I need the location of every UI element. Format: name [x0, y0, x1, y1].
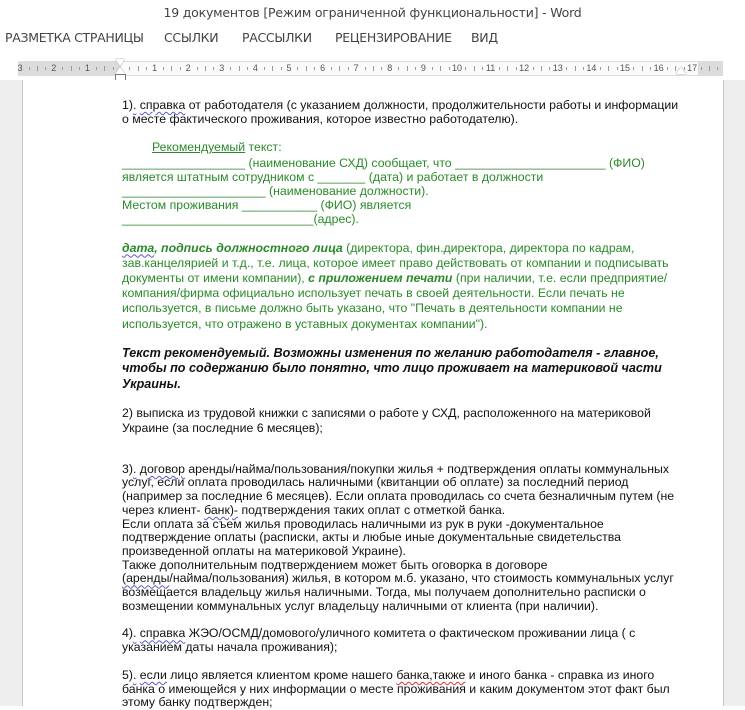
- item-1: 1). справка от работодателя (с указанием должности, продолжительности работы и информации о месте фактического проживания, которое известно работодателю).: [122, 98, 679, 127]
- item-5: 5). если лицо является клиентом кроме нашего банка,также и иного банка - справка из иного банка о имеющейся у них информации о месте проживания и каким документом этот факт был этому банку подтвержден;: [122, 667, 670, 710]
- recommendation-note: Текст рекомендуемый. Возможны изменения по желанию работодателя - главное, чтобы по содержанию было понятно, что лицо проживает на материковой части Украины.: [122, 345, 662, 391]
- ruler-tick: [533, 67, 534, 70]
- ruler-tick: [79, 67, 80, 70]
- ruler-tick: [163, 67, 164, 70]
- ruler-tick: [45, 67, 46, 70]
- ruler-tick: [171, 66, 172, 71]
- ruler-tick: [197, 67, 198, 70]
- ruler-number: 13: [552, 63, 563, 73]
- ruler-tick: [230, 67, 231, 70]
- ruler-tick: [650, 67, 651, 70]
- ruler-number: 11: [485, 63, 496, 73]
- item-2: 2) выписка из трудовой книжки с записями о работе у СХД, расположенного на материковой Украине (за последние 6 месяцев);: [122, 406, 651, 435]
- item-4: 4). справка ЖЭО/ОСМД/домового/уличного комитета о фактическом проживании лица ( с указанием даты начала проживания);: [122, 626, 636, 655]
- item-3-additional-paragraph: Также дополнительным подтверждением может быть оговорка в договоре (аренды/найма/пользования) жилья, в котором м.б. указано, что стоимость коммунальных услуг возмещается владельцу жилья наличными. Тогда, мы получаем дополнительно расписки о возмещении коммунальных услуг владельцу наличными от клиента (при наличии).: [122, 557, 674, 613]
- spell-flag-word[interactable]: справка: [139, 626, 186, 641]
- ruler-tick: [600, 67, 601, 70]
- ruler-tick: [348, 67, 349, 70]
- ruler-tick: [398, 67, 399, 70]
- ruler-tick: [541, 66, 542, 71]
- tab-references[interactable]: ССЫЛКИ: [164, 30, 219, 45]
- ruler-tick: [642, 66, 643, 71]
- ruler-tick: [96, 67, 97, 70]
- ruler-left-margin: [18, 62, 121, 75]
- ruler-number: 17: [687, 63, 698, 73]
- ruler-tick: [381, 67, 382, 70]
- ruler-tick: [549, 67, 550, 70]
- ruler-tick: [701, 67, 702, 70]
- signature-paragraph: дата, подпись должностного лица (директора, фин.директора, директора по кадрам, зав.канцелярией и т.д., т.е. лица, которое имеет право действовать от компании и подписывать документы от имени компании), с приложением печати (при наличии, т.е. если предприятие/компания/фирма официально использует печать в своей деятельности. Если печать не используется, в письме должно быть указано, что "Печать в деятельности компании не используется, что отражено в уставных документах компании").: [122, 240, 669, 331]
- document-body[interactable]: [122, 98, 682, 710]
- ruler-number: 2: [51, 63, 57, 73]
- ruler-tick: [331, 67, 332, 70]
- ruler-tick: [365, 67, 366, 70]
- spell-error-word[interactable]: банка,также: [396, 667, 466, 682]
- ruler-tick: [440, 66, 441, 71]
- ruler-number: 2: [185, 63, 191, 73]
- ruler-tick: [146, 67, 147, 70]
- spell-flag-word[interactable]: банк)-: [204, 502, 239, 517]
- ruler-number: 9: [420, 63, 426, 73]
- ruler-number: 12: [519, 63, 530, 73]
- spell-flag-word[interactable]: (аренды: [122, 571, 170, 586]
- ruler-tick: [29, 67, 30, 70]
- tab-review[interactable]: РЕЦЕНЗИРОВАНИЕ: [335, 30, 452, 45]
- ruler-tick: [608, 66, 609, 71]
- ruler-number: 16: [653, 63, 664, 73]
- ruler-tick: [213, 67, 214, 70]
- ruler-tick: [474, 66, 475, 71]
- ruler-number: 6: [320, 63, 326, 73]
- ruler-tick: [507, 66, 508, 71]
- ruler-tick: [104, 66, 105, 71]
- recommended-line-1: __________________ (наименование СХД) сообщает, что ______________________ (ФИО) является штатным сотрудником с _______ (дата) и работает в должности _____________________ (наименование должности).: [122, 155, 645, 199]
- ruler-tick: [516, 67, 517, 70]
- ruler-number: 3: [17, 63, 23, 73]
- ruler-number: 15: [619, 63, 631, 73]
- ruler-number: 5: [286, 63, 292, 73]
- ruler-tick: [499, 67, 500, 70]
- ruler-tick: [247, 67, 248, 70]
- ruler-right-margin: [698, 62, 723, 75]
- item-3-cash-paragraph: Если оплата за съем жилья проводилась наличными из рук в руки -документальное подтверждение оплаты (расписки, акты и любые иные документальные свидетельства произведенной оплаты на материковой Украине).: [122, 516, 621, 558]
- ruler-tick: [129, 67, 130, 70]
- ruler-tick: [306, 66, 307, 71]
- hanging-indent-marker[interactable]: [115, 67, 125, 74]
- ruler-tick: [709, 66, 710, 71]
- tab-page-layout[interactable]: РАЗМЕТКА СТРАНИЦЫ: [5, 30, 144, 45]
- ruler-tick: [113, 67, 114, 70]
- ruler-tick: [339, 66, 340, 71]
- ruler-tick: [180, 67, 181, 70]
- ruler-number: 1: [84, 63, 90, 73]
- recommended-text-block: Рекомендуемый текст: __________________ (наименование СХД) сообщает, что ______________________ (ФИО) является штатным сотрудником с _______ (дата) и работает в должности _____________________ (наименование должности). Местом проживания ___________ (ФИО) является ____________________________(адрес).: [122, 140, 682, 226]
- ruler-tick: [449, 67, 450, 70]
- spell-flag-word[interactable]: справка: [139, 98, 186, 112]
- ruler-tick: [415, 67, 416, 70]
- ruler-tick: [717, 67, 718, 70]
- ruler-tick: [239, 66, 240, 71]
- tab-mailings[interactable]: РАССЫЛКИ: [242, 30, 312, 45]
- item-3: 3). договор аренды/найма/пользования/покупки жилья + подтверждения оплаты коммунальных услуг, если оплата проводилась наличными (квитанции об оплате) за последний период (например за последние 6 месяцев). Если оплата проводилась со счета безналичным путем (не через клиент- банк)- подтверждения таких оплат с отметкой банка.: [122, 461, 675, 517]
- spell-flag-word[interactable]: договор: [139, 461, 185, 476]
- ruler-tick: [633, 67, 634, 70]
- recommended-line-3: ____________________________(адрес).: [122, 212, 359, 227]
- tab-view[interactable]: ВИД: [471, 30, 498, 45]
- ruler-tick: [281, 67, 282, 70]
- ruler-tick: [432, 67, 433, 70]
- ruler-tick: [314, 67, 315, 70]
- ruler-tick: [667, 67, 668, 70]
- recommended-label: Рекомендуемый: [152, 140, 246, 155]
- recommended-line-2: Местом проживания ___________ (ФИО) является: [122, 198, 412, 213]
- ruler-tick: [407, 66, 408, 71]
- ruler-tick: [62, 67, 63, 70]
- spell-flag-word[interactable]: если: [139, 667, 167, 682]
- ruler-tick: [272, 66, 273, 71]
- ruler-number: 3: [219, 63, 225, 73]
- left-canvas-margin: [0, 80, 22, 706]
- ruler-tick: [482, 67, 483, 70]
- ribbon-tabs: [0, 26, 745, 52]
- ruler-tick: [373, 66, 374, 71]
- ruler-tick: [264, 67, 265, 70]
- ruler-tick: [566, 67, 567, 70]
- ruler-number: 7: [353, 63, 359, 73]
- ruler-tick: [138, 66, 139, 71]
- right-canvas-margin: [723, 80, 745, 706]
- ruler-number: 8: [387, 63, 393, 73]
- first-line-indent-marker[interactable]: [115, 59, 125, 66]
- window-title: 19 документов [Режим ограниченной функциональности] - Word: [163, 5, 582, 20]
- ruler-number: 14: [586, 63, 597, 73]
- ruler-tick: [297, 67, 298, 70]
- ruler-tick: [465, 67, 466, 70]
- ruler-number: 10: [451, 63, 463, 73]
- ruler-tick: [71, 66, 72, 71]
- ruler-number: 1: [152, 63, 158, 73]
- ruler-tick: [583, 67, 584, 70]
- ruler-tick: [575, 66, 576, 71]
- ruler-tick: [37, 66, 38, 71]
- right-indent-marker[interactable]: [676, 67, 686, 74]
- ruler-tick: [617, 67, 618, 70]
- ruler-number: 4: [252, 63, 258, 73]
- ruler-tick: [205, 66, 206, 71]
